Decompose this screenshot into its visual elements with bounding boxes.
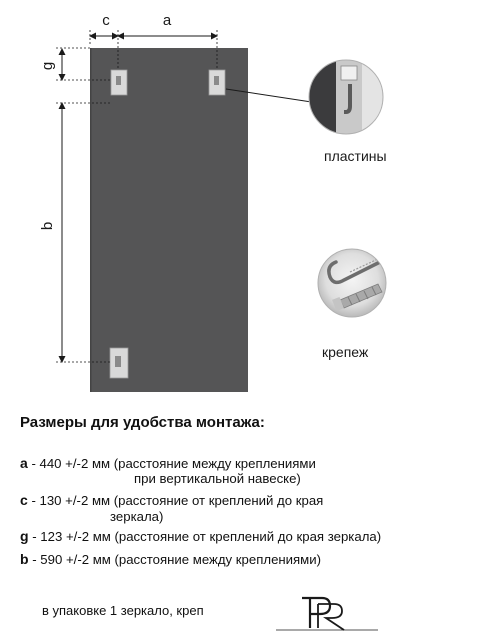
spec-text: - 590 +/-2 мм (расстояние между креплениями)	[28, 552, 322, 567]
fastener-detail-circle	[318, 249, 386, 317]
spec-row-g	[20, 528, 381, 545]
package-contents-note: в упаковке 1 зеркало, креп	[42, 603, 204, 618]
mirror-panel	[90, 48, 248, 392]
spec-key: g	[20, 528, 29, 544]
dimension-g-label: g	[39, 61, 56, 71]
plate-detail-circle	[302, 55, 392, 145]
bottom-left-bracket	[110, 348, 128, 378]
spec-row-c	[20, 492, 324, 524]
top-right-bracket	[209, 70, 225, 95]
spec-key: c	[20, 492, 28, 508]
dimension-b-label: b	[39, 221, 56, 231]
spec-text: - 440 +/-2 мм (расстояние между креплениями	[27, 456, 316, 471]
dimension-c-label: c	[102, 12, 110, 29]
spec-row-b	[20, 551, 321, 568]
top-left-bracket	[111, 70, 127, 95]
dimension-a-label: a	[162, 12, 172, 29]
spec-row-a	[20, 455, 316, 486]
fasteners-label: крепеж	[322, 344, 369, 360]
spec-key: b	[20, 551, 29, 567]
plates-label: пластины	[324, 148, 387, 164]
spec-continuation: при вертикальной навеске)	[134, 471, 301, 486]
pr-monogram-logo-icon	[272, 592, 382, 632]
spec-text: - 123 +/-2 мм (расстояние от креплений до края зеркала)	[28, 529, 382, 544]
spec-key: a	[20, 455, 28, 471]
specs-heading: Размеры для удобства монтажа:	[20, 414, 265, 431]
spec-text: - 130 +/-2 мм (расстояние от креплений до края	[27, 493, 324, 508]
spec-continuation: зеркала)	[110, 509, 164, 524]
